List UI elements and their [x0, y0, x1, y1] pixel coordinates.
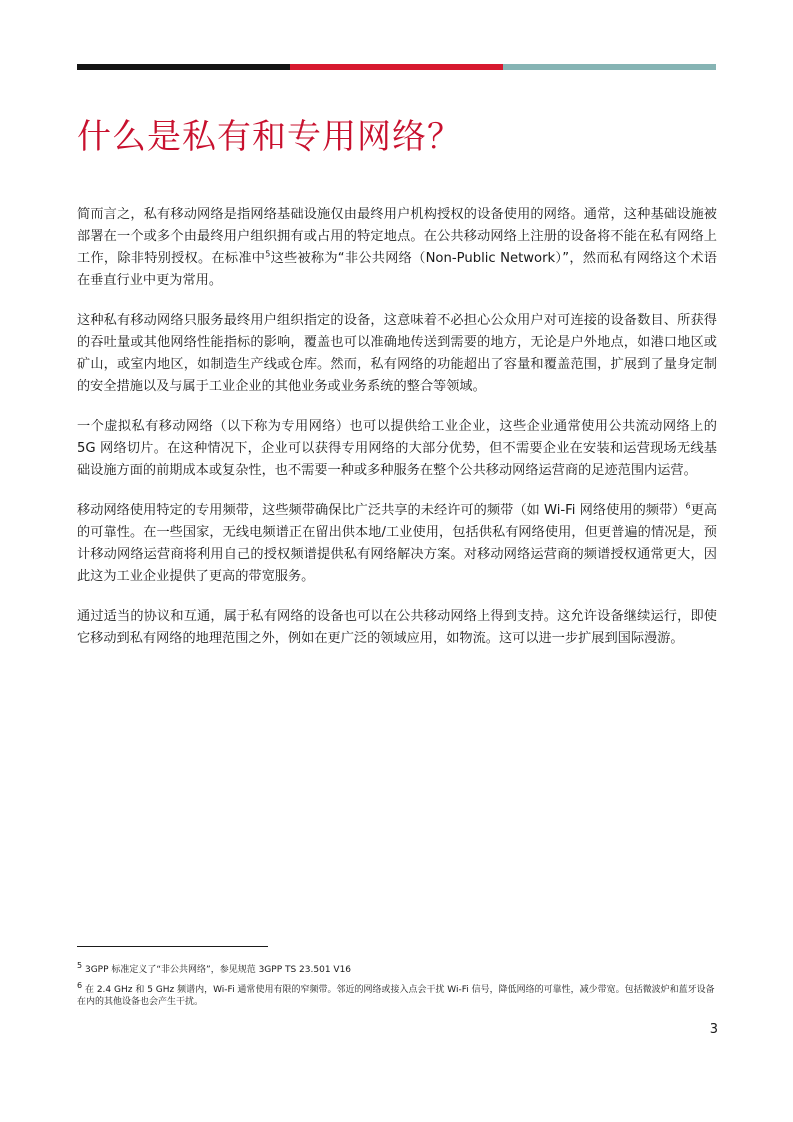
paragraph-2: 这种私有移动网络只服务最终用户组织指定的设备，这意味着不必担心公众用户对可连接的设备数目、所获得的吞吐量或其他网络性能指标的影响，覆盖也可以准确地传送到需要的地方，无论是户外地点，如港口地区或矿山，或室内地区，如制造生产线或仓库。然而，私有网络的功能超出了容量和覆盖范围，扩展到了量身定制的安全措施以及与属于工业企业的其他业务或业务系统的整合等领域。: [77, 313, 717, 394]
paragraph-1-part-2: 这些被称为“非公共网络（Non-Public Network）”，然而私有网络这个术语在垂直行业中更为常用。: [77, 251, 717, 288]
paragraph-1: [77, 204, 717, 292]
paragraph-3: 一个虚拟私有移动网络（以下称为专用网络）也可以提供给工业企业，这些企业通常使用公共流动网络上的 5G 网络切片。在这种情况下，企业可以获得专用网络的大部分优势，但不需要企业在安装和运营现场无线基础设施方面的前期成本或复杂性，也不需要一种或多种服务在整个公共移动网络运营商的足迹范围内运营。: [77, 419, 717, 478]
top-bar-black-segment: [77, 64, 290, 70]
top-bar-red-segment: [290, 64, 503, 70]
top-color-bar: [77, 64, 716, 70]
page-title: 什么是私有和专用网络？: [77, 117, 462, 157]
paragraph-4-part-2: 更高的可靠性。在一些国家，无线电频谱正在留出供本地/工业使用，包括供私有网络使用，但更普遍的情况是，预计移动网络运营商将利用自己的授权频谱提供私有网络解决方案。对移动网络运营商的频谱授权通常更大，因此这为工业企业提供了更高的带宽服务。: [77, 503, 718, 584]
footnote-text: 3GPP 标准定义了“非公共网络”，参见规范 3GPP TS 23.501 V16: [84, 965, 352, 975]
footnote-5: [77, 961, 717, 976]
footnotes: [77, 961, 717, 1016]
paragraph-4: [77, 500, 717, 588]
footnote-number: 6: [77, 981, 83, 990]
footnote-text: 在 2.4 GHz 和 5 GHz 频谱内，Wi-Fi 通常使用有限的窄频带。邻近的网络或接入点会干扰 Wi-Fi 信号，降低网络的可靠性，减少带宽。包括微波炉和蓝牙设备在内的其他设备也会产生干扰。: [77, 985, 715, 1007]
footnote-number: 5: [77, 961, 83, 970]
footnote-ref-5: 5: [265, 249, 271, 259]
body-text: [77, 204, 717, 668]
paragraph-1-part-1: 简而言之，私有移动网络是指网络基础设施仅由最终用户机构授权的设备使用的网络。通常，这种基础设施被部署在一个或多个由最终用户组织拥有或占用的特定地点。在公共移动网络上注册的设备将不能在私有网络上工作，除非特别授权。在标准中: [77, 207, 717, 266]
page-number: 3: [709, 1022, 718, 1037]
footnote-6: [77, 981, 717, 1008]
paragraph-5: 通过适当的协议和互通，属于私有网络的设备也可以在公共移动网络上得到支持。这允许设备继续运行，即使它移动到私有网络的地理范围之外，例如在更广泛的领域应用，如物流。这可以进一步扩展到国际漫游。: [77, 609, 717, 646]
top-bar-teal-segment: [503, 64, 716, 70]
paragraph-4-part-1: 移动网络使用特定的专用频带，这些频带确保比广泛共享的未经许可的频带（如 Wi-Fi 网络使用的频带）: [77, 503, 686, 518]
footnote-divider: [77, 946, 268, 947]
footnote-ref-6: 6: [685, 501, 691, 511]
